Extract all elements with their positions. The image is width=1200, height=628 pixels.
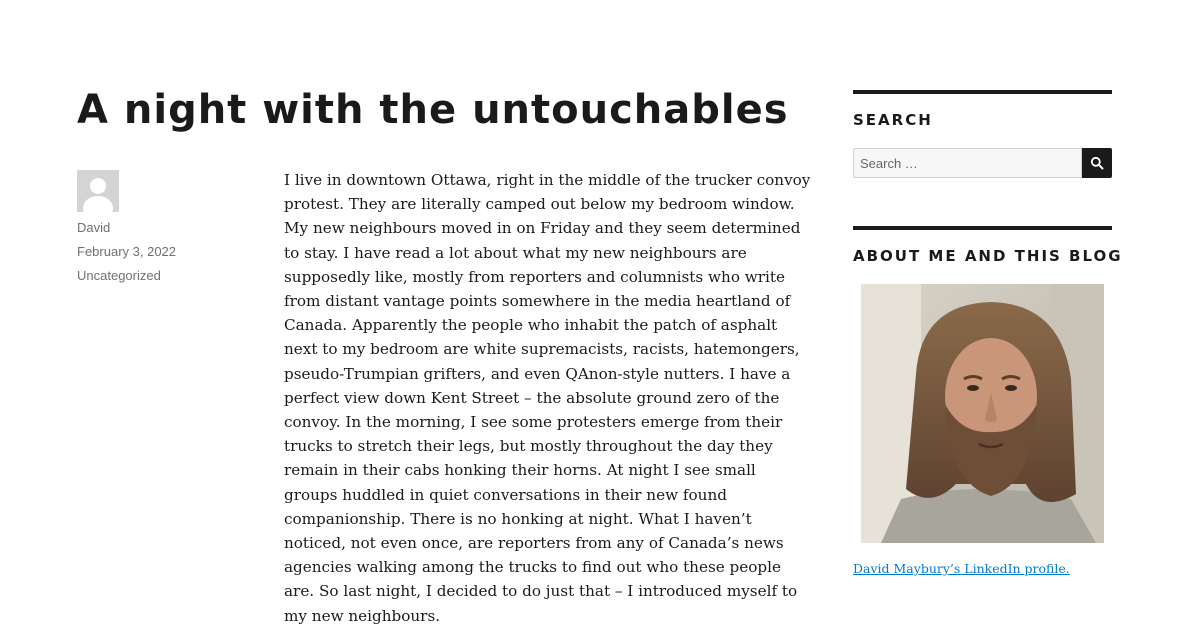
search-icon [1090,156,1104,170]
author-avatar[interactable] [77,170,119,212]
search-button[interactable] [1082,148,1112,178]
about-widget-title: ABOUT ME AND THIS BLOG [853,247,1123,265]
search-widget-rule [853,90,1112,94]
post-content [284,168,814,628]
about-widget-rule [853,226,1112,230]
author-link[interactable]: David [77,220,111,235]
search-widget-title: SEARCH [853,111,933,129]
post-title: A night with the untouchables [77,87,789,133]
post-date-link[interactable]: February 3, 2022 [77,244,177,259]
search-input[interactable] [853,148,1082,178]
category-link[interactable]: Uncategorized [77,268,161,283]
linkedin-profile-link[interactable]: David Maybury’s LinkedIn profile. [853,561,1070,576]
post-paragraph: I live in downtown Ottawa, right in the middle of the trucker convoy protest. They are literally camped out below my bedroom window. My new neighbours moved in on Friday and they seem determined to stay. I have read a lot about what my new neighbours are supposedly like, mostly from reporters and columnists who write from distant vantage points somewhere in the media heartland of Canada. Apparently the people who inhabit the patch of asphalt next to my bedroom are white supremacists, racists, hatemongers, pseudo-Trumpian grifters, and even QAnon-style nutters. I have a perfect view down Kent Street – the absolute ground zero of the convoy. In the morning, I see some protesters emerge from their trucks to stretch their legs, but mostly throughout the day they remain in their cabs honking their horns. At night I see small groups huddled in quiet conversations in their new found companionship. There is no honking at night. What I haven’t noticed, not even once, are reporters from any of Canada’s news agencies walking among the trucks to find out who these people are. So last night, I decided to do just that – I introduced myself to my new neighbours. [284,171,811,625]
default-avatar-icon [77,170,119,212]
author-portrait-image [861,284,1104,543]
author-photo [861,284,1104,543]
